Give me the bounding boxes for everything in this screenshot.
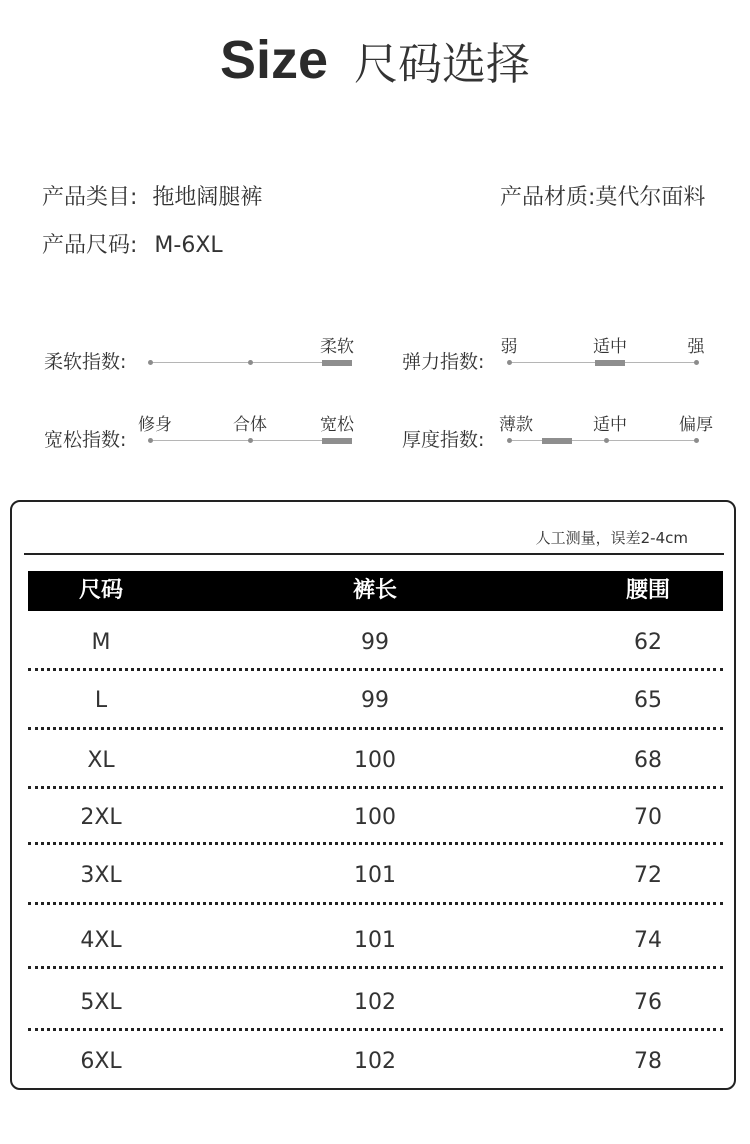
cell-waist: 70: [634, 805, 662, 830]
elasticity-tick-strong: 强: [687, 337, 705, 357]
row-separator: [28, 668, 723, 671]
looseness-selected-marker: [322, 438, 352, 444]
cell-waist: 62: [634, 630, 662, 655]
cell-size: M: [91, 630, 111, 655]
cell-waist: 65: [634, 688, 662, 713]
title-english: Size: [219, 30, 329, 90]
row-separator: [28, 786, 723, 789]
table-row: [28, 733, 723, 789]
elasticity-index-label: 弹力指数:: [402, 351, 485, 373]
cell-waist: 72: [634, 863, 662, 888]
page-title: [0, 28, 750, 98]
cell-length: 102: [354, 1049, 396, 1074]
thickness-tick-medium: 适中: [593, 415, 627, 435]
looseness-dot: [248, 438, 253, 443]
looseness-index-label: 宽松指数:: [44, 429, 127, 451]
elasticity-dot: [507, 360, 512, 365]
column-header-waist: 腰围: [625, 578, 671, 603]
cell-length: 100: [354, 748, 396, 773]
row-separator: [28, 1028, 723, 1031]
table-row: [28, 615, 723, 671]
thickness-dot: [604, 438, 609, 443]
thickness-tick-thin: 薄款: [499, 415, 533, 435]
cell-length: 101: [354, 928, 396, 953]
cell-size: 3XL: [80, 863, 122, 888]
cell-size: L: [94, 688, 108, 713]
table-row: [28, 848, 723, 904]
row-separator: [28, 902, 723, 905]
softness-dot: [248, 360, 253, 365]
elasticity-tick-weak: 弱: [500, 337, 518, 357]
column-header-length: 裤长: [352, 578, 398, 603]
thickness-selected-marker: [542, 438, 572, 444]
cell-waist: 76: [634, 990, 662, 1015]
cell-size: 2XL: [80, 805, 122, 830]
product-category: [42, 180, 262, 211]
thickness-tick-thick: 偏厚: [679, 415, 713, 435]
divider: [24, 553, 724, 555]
softness-tick-soft: 柔软: [320, 337, 354, 357]
softness-index-label: 柔软指数:: [44, 351, 127, 373]
product-material-label: 产品材质:: [500, 185, 596, 210]
row-separator: [28, 966, 723, 969]
cell-length: 100: [354, 805, 396, 830]
cell-waist: 78: [634, 1049, 662, 1074]
row-separator: [28, 727, 723, 730]
thickness-dot: [507, 438, 512, 443]
table-row: [28, 790, 723, 846]
looseness-dot: [148, 438, 153, 443]
elasticity-tick-medium: 适中: [593, 337, 627, 357]
cell-size: 4XL: [80, 928, 122, 953]
looseness-tick-loose: 宽松: [320, 415, 354, 435]
elasticity-selected-marker: [595, 360, 625, 366]
looseness-tick-slim: 修身: [138, 415, 172, 435]
cell-waist: 74: [634, 928, 662, 953]
product-size-range: [42, 228, 223, 259]
cell-size: 6XL: [80, 1049, 122, 1074]
table-row: [28, 1034, 723, 1090]
table-row: [28, 975, 723, 1031]
product-category-label: 产品类目:: [42, 185, 138, 210]
looseness-tick-fit: 合体: [233, 415, 267, 435]
measurement-note: 人工测量，误差2-4cm: [535, 529, 688, 547]
cell-length: 99: [361, 688, 389, 713]
product-size-value: M-6XL: [154, 233, 223, 258]
product-material: [500, 180, 705, 211]
cell-length: 101: [354, 863, 396, 888]
row-separator: [28, 842, 723, 845]
size-table-header: [28, 571, 723, 611]
elasticity-dot: [694, 360, 699, 365]
table-row: [28, 913, 723, 969]
thickness-dot: [694, 438, 699, 443]
thickness-track: [509, 440, 697, 441]
title-chinese: 尺码选择: [354, 39, 531, 90]
thickness-index-label: 厚度指数:: [402, 429, 485, 451]
table-row: [28, 673, 723, 729]
column-header-size: 尺码: [78, 578, 124, 603]
softness-selected-marker: [322, 360, 352, 366]
product-size-label: 产品尺码:: [42, 233, 138, 258]
cell-length: 99: [361, 630, 389, 655]
product-material-value: 莫代尔面料: [595, 185, 706, 210]
cell-length: 102: [354, 990, 396, 1015]
softness-dot: [148, 360, 153, 365]
cell-waist: 68: [634, 748, 662, 773]
cell-size: 5XL: [80, 990, 122, 1015]
cell-size: XL: [87, 748, 115, 773]
product-category-value: 拖地阔腿裤: [152, 185, 263, 210]
